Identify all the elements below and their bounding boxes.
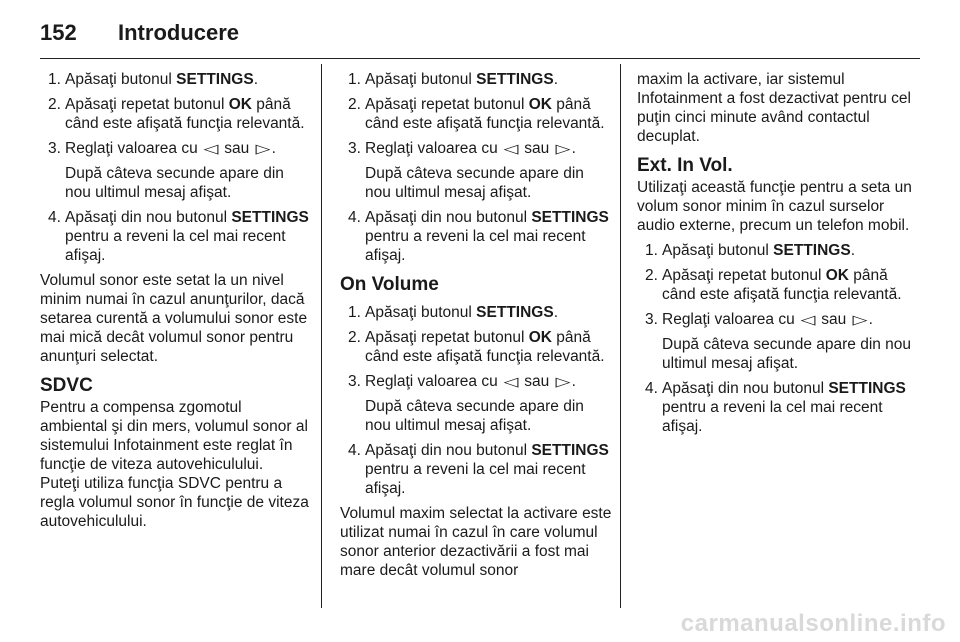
announcement-paragraph: Volumul sonor este setat la un nivel minim numai în cazul anunţurilor, dacă setarea curentă a volumului sonor este mai mică decât volumul sonor pentru anunţuri selectat. (40, 272, 308, 365)
settings-button-label: SETTINGS (531, 209, 609, 226)
page-header (40, 14, 920, 60)
step-4: 4. Apăsaţi din nou butonul SETTINGS pentru a reveni la cel mai recent afişaj. (348, 209, 609, 264)
column-1 (40, 70, 312, 537)
right-arrow-icon: ▷ (555, 141, 571, 156)
sdvc-paragraph-2: Puteţi utiliza funcţia SDVC pentru a regla volumul sonor în funcţie de viteza autovehiculului. (40, 475, 309, 530)
steps-list-2 (340, 70, 612, 265)
step-1: 1. Apăsaţi butonul SETTINGS. (348, 71, 558, 88)
ok-button-label: OK (228, 96, 252, 113)
ok-button-label: OK (825, 267, 849, 284)
step-3-note: După câteva secunde apare din nou ultimul mesaj afişat. (365, 165, 584, 201)
settings-button-label: SETTINGS (773, 242, 851, 259)
left-arrow-icon: ◁ (203, 141, 219, 156)
page-title: Introducere (118, 20, 240, 45)
right-arrow-icon: ▷ (852, 312, 868, 327)
right-arrow-icon: ▷ (555, 374, 571, 389)
sdvc-heading: SDVC (40, 375, 93, 396)
column-2 (340, 70, 612, 586)
step-3: 3. Reglaţi valoarea cu ◁ sau ▷. După câteva secunde apare din nou ultimul mesaj afişat. (340, 372, 612, 435)
on-volume-heading: On Volume (340, 274, 439, 295)
settings-button-label: SETTINGS (531, 442, 609, 459)
column-divider-2 (620, 64, 621, 608)
watermark: carmanualsonline.info (680, 610, 946, 637)
left-arrow-icon: ◁ (503, 141, 519, 156)
on-volume-paragraph-continued: maxim la activare, iar sistemul Infotainment a fost dezactivat pentru cel puţin cinci minute având contactul decuplat. (637, 71, 911, 145)
page-number: 152 (40, 20, 77, 45)
left-arrow-icon: ◁ (800, 312, 816, 327)
column-3 (637, 70, 919, 442)
right-arrow-icon: ▷ (255, 141, 271, 156)
settings-button-label: SETTINGS (231, 209, 309, 226)
step-3-note: După câteva secunde apare din nou ultimul mesaj afişat. (65, 165, 284, 201)
ext-in-vol-heading: Ext. In Vol. (637, 155, 733, 176)
ext-in-vol-paragraph: Utilizaţi această funcţie pentru a seta un volum sonor minim în cazul surselor audio externe, precum un telefon mobil. (637, 179, 912, 234)
step-3-note: După câteva secunde apare din nou ultimul mesaj afişat. (662, 336, 912, 372)
settings-button-label: SETTINGS (176, 71, 254, 88)
column-divider-1 (321, 64, 322, 608)
step-4: 4. Apăsaţi din nou butonul SETTINGS pentru a reveni la cel mai recent afişaj. (348, 442, 609, 497)
step-1: 1. Apăsaţi butonul SETTINGS. (348, 304, 558, 321)
step-3-note: După câteva secunde apare din nou ultimul mesaj afişat. (365, 398, 584, 434)
settings-button-label: SETTINGS (476, 304, 554, 321)
step-2: 2. Apăsaţi repetat butonul OK până când este afişată funcţia relevantă. (348, 96, 605, 132)
step-1: 1. Apăsaţi butonul SETTINGS. (48, 71, 258, 88)
ok-button-label: OK (528, 96, 552, 113)
step-2: 2. Apăsaţi repetat butonul OK până când este afişată funcţia relevantă. (348, 329, 605, 365)
settings-button-label: SETTINGS (476, 71, 554, 88)
steps-list-3 (340, 303, 612, 498)
steps-list-1 (40, 70, 312, 265)
step-4: 4. Apăsaţi din nou butonul SETTINGS pentru a reveni la cel mai recent afişaj. (645, 380, 906, 435)
left-arrow-icon: ◁ (503, 374, 519, 389)
settings-button-label: SETTINGS (828, 380, 906, 397)
step-3: 3. Reglaţi valoarea cu ◁ sau ▷. După câteva secunde apare din nou ultimul mesaj afişat. (340, 139, 612, 202)
step-1: 1. Apăsaţi butonul SETTINGS. (645, 242, 855, 259)
on-volume-paragraph: Volumul maxim selectat la activare este utilizat numai în cazul în care volumul sonor anterior dezactivării a fost mai mare decât volumul sonor (340, 505, 612, 579)
step-3: 3. Reglaţi valoarea cu ◁ sau ▷. După câteva secunde apare din nou ultimul mesaj afişat. (40, 139, 312, 202)
ok-button-label: OK (528, 329, 552, 346)
step-2: 2. Apăsaţi repetat butonul OK până când este afişată funcţia relevantă. (645, 267, 902, 303)
sdvc-paragraph-1: Pentru a compensa zgomotul ambiental şi din mers, volumul sonor al sistemului Infotainment este reglat în funcţie de viteza autovehiculului. (40, 399, 308, 473)
step-4: 4. Apăsaţi din nou butonul SETTINGS pentru a reveni la cel mai recent afişaj. (48, 209, 309, 264)
header-rule (40, 58, 920, 59)
step-3: 3. Reglaţi valoarea cu ◁ sau ▷. După câteva secunde apare din nou ultimul mesaj afişat. (637, 310, 919, 373)
step-2: 2. Apăsaţi repetat butonul OK până când este afişată funcţia relevantă. (48, 96, 305, 132)
steps-list-4 (637, 241, 919, 436)
